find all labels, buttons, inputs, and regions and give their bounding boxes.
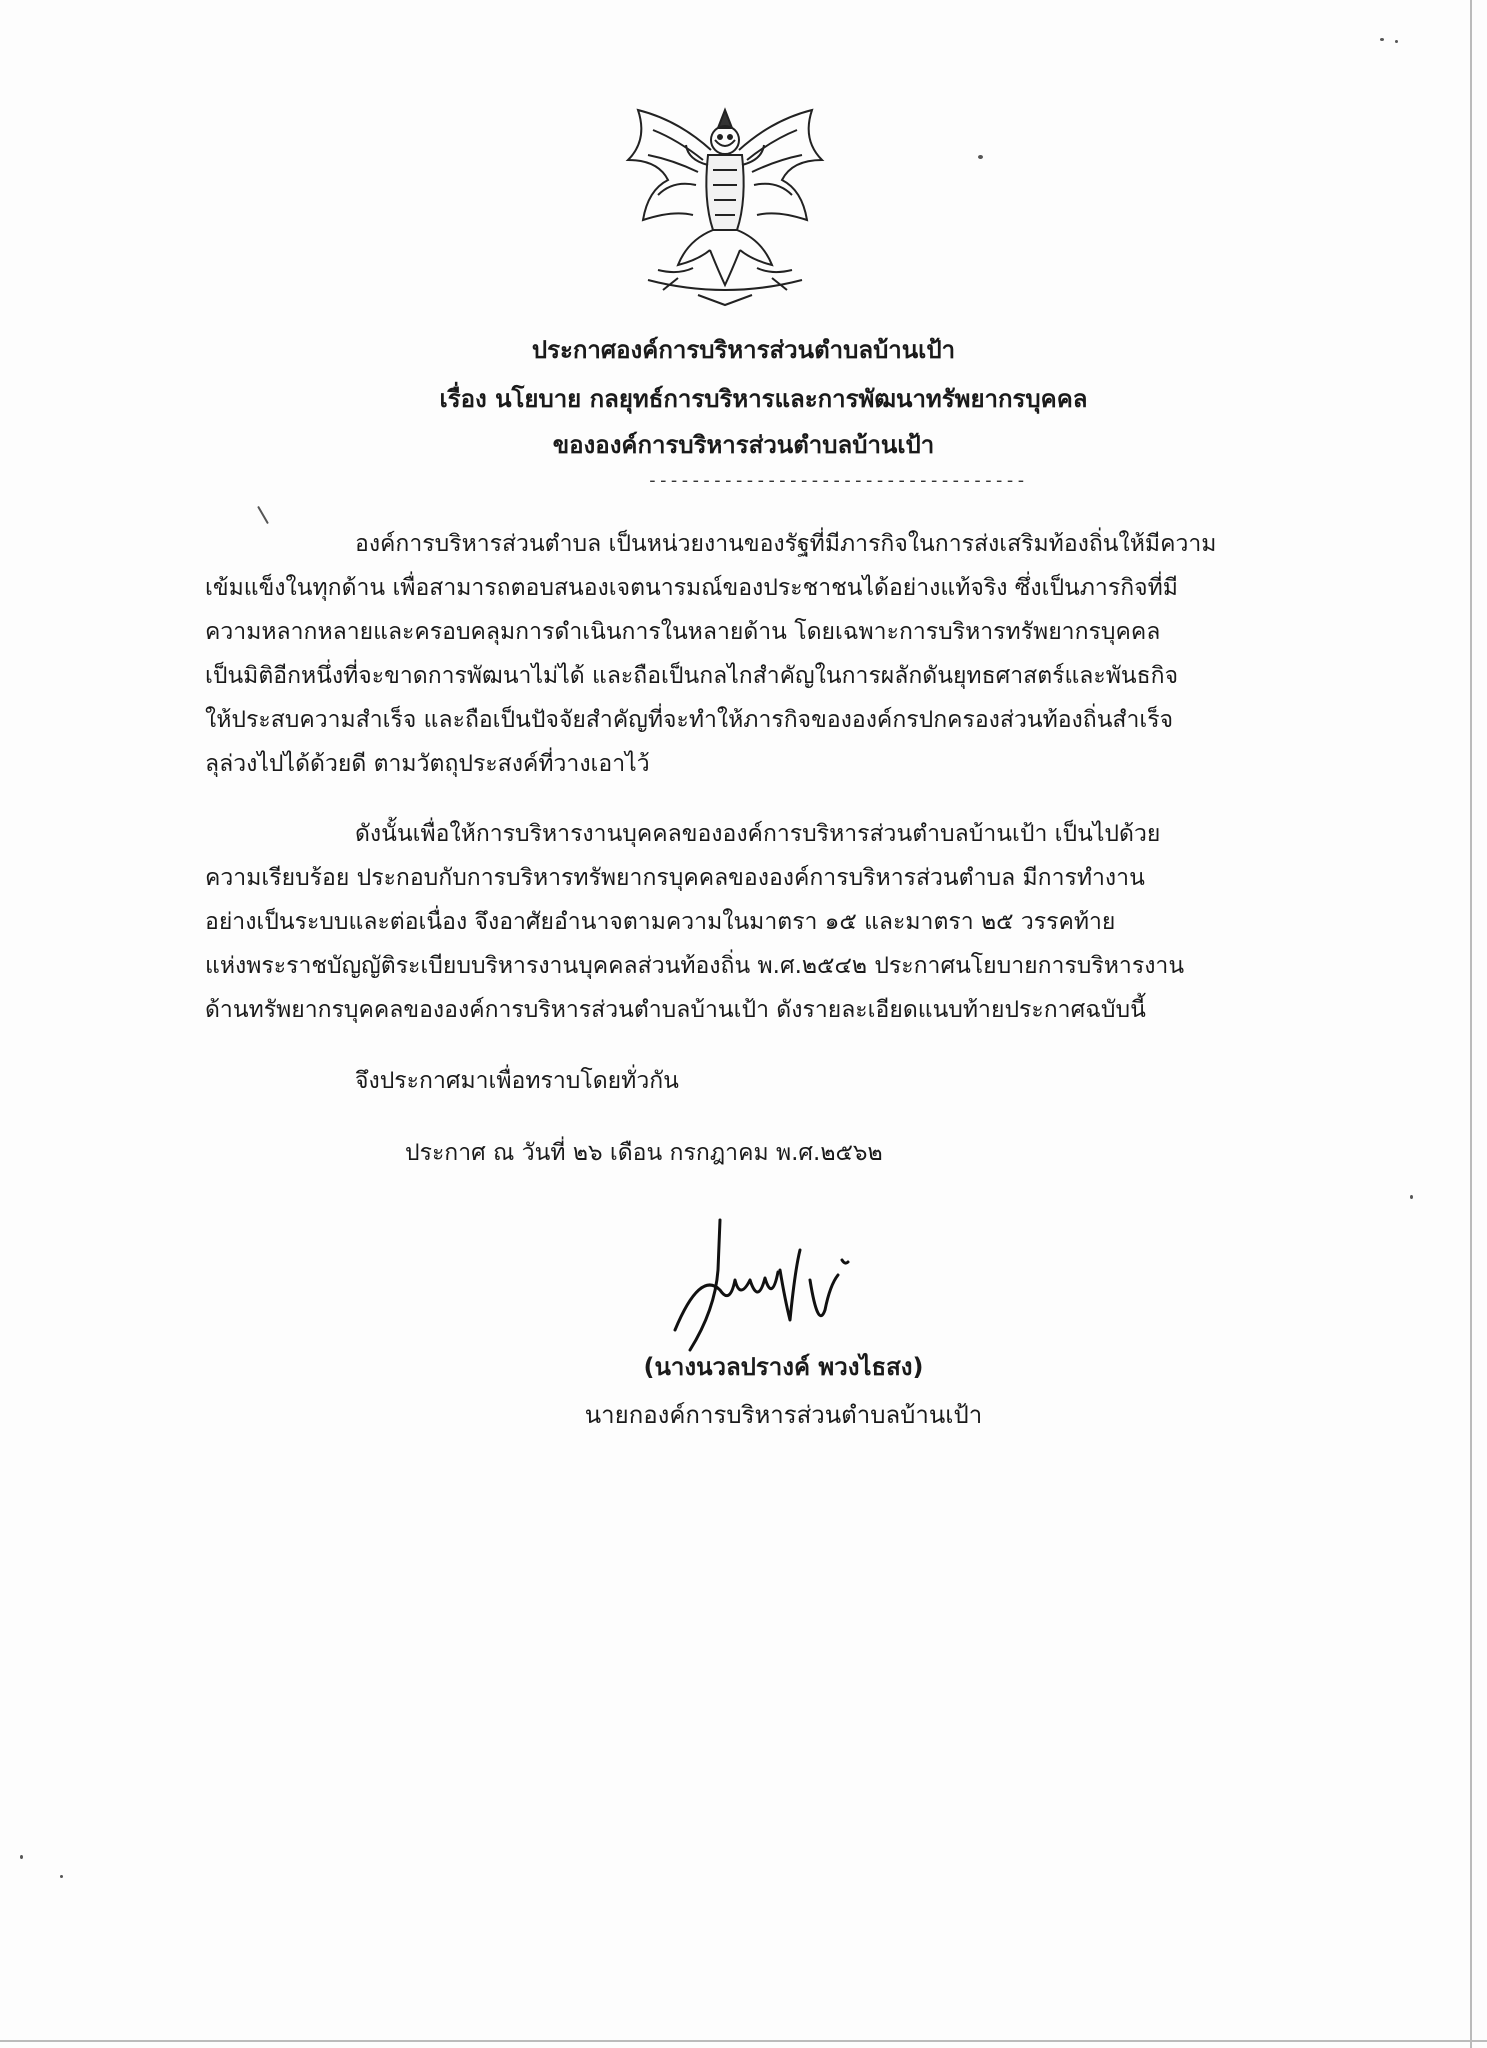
signer-position: นายกองค์การบริหารส่วนตำบลบ้านเป้า: [584, 1401, 983, 1429]
paragraph1-line: ความหลากหลายและครอบคลุมการดำเนินการในหลายด้าน โดยเฉพาะการบริหารทรัพยากรบุคคล: [205, 619, 1161, 645]
scan-speck: [1380, 38, 1384, 41]
signer-name: (นางนวลปรางค์ พวงไธสง): [643, 1353, 924, 1381]
paragraph1-line: องค์การบริหารส่วนตำบล เป็นหน่วยงานของรัฐที่มีภารกิจในการส่งเสริมท้องถิ่นให้มีความ: [355, 531, 1217, 557]
separator-line: -----------------------------------: [647, 470, 1027, 491]
paragraph1-line: ให้ประสบความสำเร็จ และถือเป็นปัจจัยสำคัญที่จะทำให้ภารกิจขององค์กรปกครองส่วนท้องถิ่นสำเร็จ: [205, 707, 1174, 733]
paragraph2-line: ดังนั้นเพื่อให้การบริหารงานบุคคลขององค์การบริหารส่วนตำบลบ้านเป้า เป็นไปด้วย: [355, 821, 1161, 847]
paragraph1-line: ลุล่วงไปได้ด้วยดี ตามวัตถุประสงค์ที่วางเอาไว้: [205, 751, 650, 777]
date-line: ประกาศ ณ วันที่ ๒๖ เดือน กรกฎาคม พ.ศ.๒๕๖๒: [405, 1140, 883, 1166]
scan-speck: [20, 1855, 23, 1859]
scan-speck: [1410, 1195, 1413, 1199]
scan-edge-bottom: [0, 2040, 1487, 2042]
announcement-title: ประกาศองค์การบริหารส่วนตำบลบ้านเป้า: [531, 336, 956, 364]
garuda-emblem-icon: [618, 100, 832, 310]
paragraph1-line: เข้มแข็งในทุกด้าน เพื่อสามารถตอบสนองเจตนารมณ์ของประชาชนได้อย่างแท้จริง ซึ่งเป็นภารกิจที่มี: [205, 575, 1178, 601]
scan-speck: [978, 155, 983, 159]
announcement-subject-cont: ขององค์การบริหารส่วนตำบลบ้านเป้า: [552, 431, 935, 459]
paragraph1-line: เป็นมิติอีกหนึ่งที่จะขาดการพัฒนาไม่ได้ และถือเป็นกลไกสำคัญในการผลักดันยุทธศาสตร์และพันธกิจ: [205, 663, 1179, 689]
announce-line: จึงประกาศมาเพื่อทราบโดยทั่วกัน: [355, 1068, 679, 1094]
scan-speck: [60, 1875, 63, 1878]
scan-edge-right: [1470, 0, 1472, 2048]
handwritten-signature: [660, 1210, 860, 1360]
paragraph2-line: อย่างเป็นระบบและต่อเนื่อง จึงอาศัยอำนาจตามความในมาตรา ๑๕ และมาตรา ๒๕ วรรคท้าย: [205, 909, 1116, 935]
paragraph2-line: ด้านทรัพยากรบุคคลขององค์การบริหารส่วนตำบลบ้านเป้า ดังรายละเอียดแนบท้ายประกาศฉบับนี้: [205, 997, 1146, 1023]
announcement-subject: เรื่อง นโยบาย กลยุทธ์การบริหารและการพัฒนาทรัพยากรบุคคล: [439, 385, 1088, 413]
paragraph2-line: แห่งพระราชบัญญัติระเบียบบริหารงานบุคคลส่วนท้องถิ่น พ.ศ.๒๕๔๒ ประกาศนโยบายการบริหารงาน: [205, 953, 1185, 979]
scan-speck: [257, 506, 269, 524]
scan-speck: [1395, 40, 1398, 43]
paragraph2-line: ความเรียบร้อย ประกอบกับการบริหารทรัพยากรบุคคลขององค์การบริหารส่วนตำบล มีการทำงาน: [205, 865, 1145, 891]
